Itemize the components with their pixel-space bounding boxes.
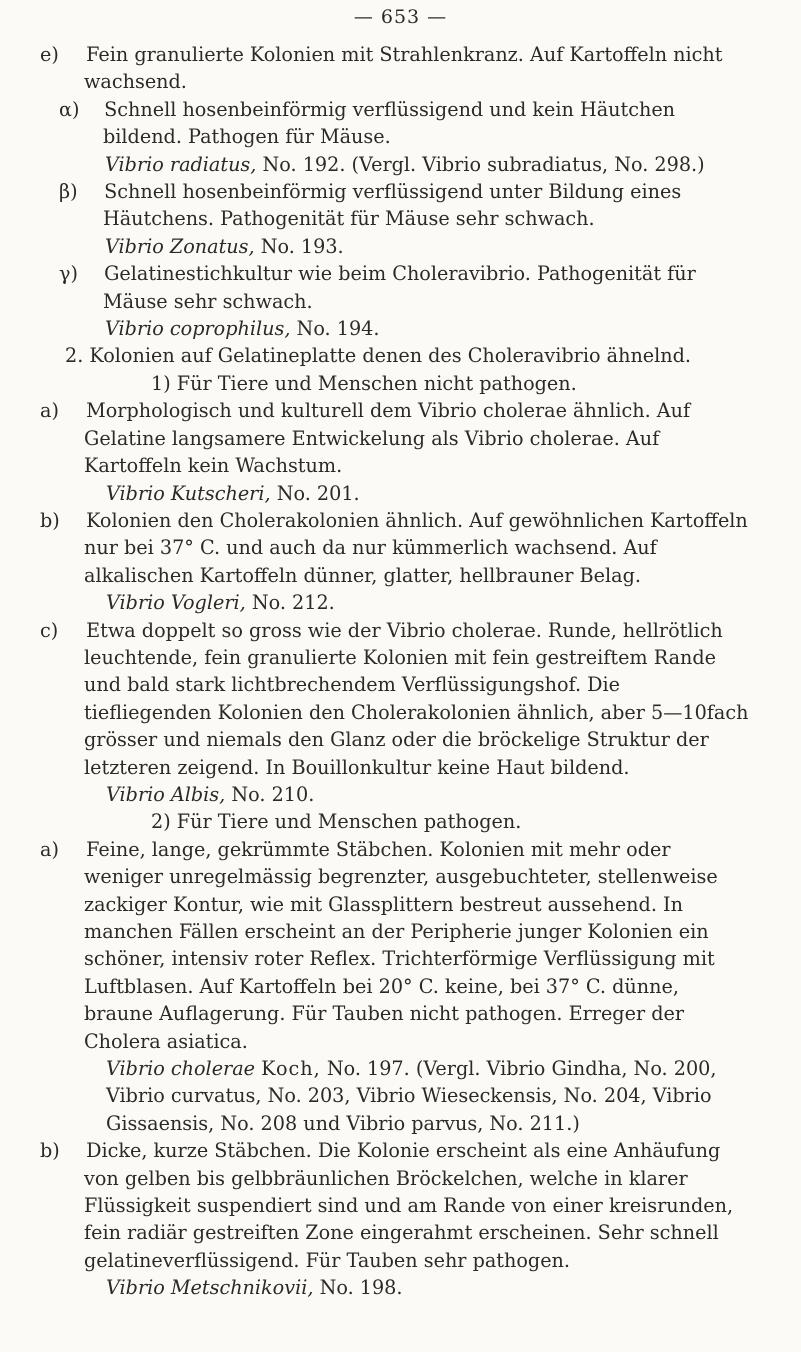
species-line [62,1055,752,1137]
species-name: Vibrio Metschnikovii, [106,1276,314,1300]
item-label: b) [40,1139,60,1163]
species-name: Vibrio radiatus, [105,152,257,176]
item-e-gamma [59,260,752,315]
item-e-beta [59,178,752,233]
species-ref: No. 193. [260,234,344,258]
item-1c [40,617,752,781]
species-line [62,1274,752,1301]
item-text: Kolonien den Cholerakolonien ähnlich. Auf gewöhnlichen Kartoffeln nur bei 37° C. und auch da nur kümmerlich wachsend. Auf alkalischen Kartoffeln dünner, glatter, hellbrauner Belag. [84,508,748,587]
item-label: α) [59,97,80,121]
species-ref: No. 198. [319,1276,403,1300]
species-line [62,480,752,507]
item-label: a) [40,837,59,861]
item-text: Schnell hosenbeinförmig verflüssigend und kein Häutchen bildend. Pathogen für Mäuse. [103,97,676,149]
species-line [62,151,752,178]
item-label: c) [40,618,59,642]
species-name: Vibrio cholerae [106,1057,256,1081]
subsection-1-heading: 1) Für Tiere und Menschen nicht pathogen. [151,371,577,395]
species-line [62,315,752,342]
item-e [40,41,752,96]
species-line [62,781,752,808]
section-label: 2. [65,344,84,368]
item-2a [40,836,752,1055]
item-1b [40,507,752,589]
species-line [62,589,752,616]
section-2-heading [62,342,752,369]
species-ref: No. 210. [231,782,315,806]
item-text: Dicke, kurze Stäbchen. Die Kolonie erscheint als eine Anhäufung von gelben bis gelbbräunlichen Bröckelchen, welche in klarer Flüssigkeit suspendiert sind und am Rande von einer kreisrunden, fein radiär gestreiften Zone eingerahmt erscheinen. Sehr schnell gelatineverflüssigend. Für Tauben sehr pathogen. [84,1139,734,1272]
item-text: Etwa doppelt so gross wie der Vibrio cholerae. Runde, hellrötlich leuchtende, fein granulierte Kolonien mit fein gestreiftem Rande und bald stark lichtbrechendem Verflüssigungshof. Die tiefliegenden Kolonien den Cholerakolonien ähnlich, aber 5—10fach grösser und niemals den Glanz oder die bröckelige Struktur der letzteren zeigend. In Bouillonkultur keine Haut bildend. [84,618,749,779]
item-label: b) [40,508,60,532]
item-1a [40,397,752,479]
item-label: a) [40,399,59,423]
species-ref: No. 194. [296,317,380,341]
item-text: Schnell hosenbeinförmig verflüssigend unter Bildung eines Häutchens. Pathogenität für Mäuse sehr schwach. [103,180,682,231]
item-text: Fein granulierte Kolonien mit Strahlenkranz. Auf Kartoffeln nicht wachsend. [84,43,723,94]
section-text: Kolonien auf Gelatineplatte denen des Choleravibrio ähnelnd. [89,344,692,368]
item-text: Feine, lange, gekrümmte Stäbchen. Kolonien mit mehr oder weniger unregelmässig begrenzter, ausgebuchteter, stellenweise zackiger Kontur, wie mit Glassplittern bestreut aussehend. In manchen Fällen erscheint an der Peripherie junger Kolonien ein schöner, intensiv roter Reflex. Trichterförmige Verflüssigung mit Luftblasen. Auf Kartoffeln bei 20° C. keine, bei 37° C. dünne, braune Auflagerung. Für Tauben nicht pathogen. Erreger der Cholera asiatica. [84,837,718,1053]
item-label: γ) [59,262,78,286]
page-body [40,41,752,1302]
species-name: Vibrio Kutscheri, [106,481,271,505]
species-name: Vibrio Albis, [106,782,226,806]
subsection-2-heading: 2) Für Tiere und Menschen pathogen. [151,810,522,834]
item-text: Gelatinestichkultur wie beim Choleravibrio. Pathogenität für Mäuse sehr schwach. [103,262,696,313]
species-ref: No. 197. (Vergl. Vibrio Gindha, No. 200, Vibrio curvatus, No. 203, Vibrio Wieseckensis, No. 204, Vibrio Gissaensis, No. 208 und Vibrio parvus, No. 211.) [106,1057,717,1135]
species-ref: No. 201. [276,481,360,505]
page-number-header: — 653 — [353,6,448,28]
species-name: Vibrio Vogleri, [106,591,246,615]
species-line [62,233,752,260]
item-text: Morphologisch und kulturell dem Vibrio cholerae ähnlich. Auf Gelatine langsamere Entwickelung als Vibrio cholerae. Auf Kartoffeln kein Wachstum. [84,399,691,478]
item-2b [40,1137,752,1274]
species-author: Koch, [261,1057,321,1081]
item-label: e) [40,43,59,66]
species-ref: No. 192. (Vergl. Vibrio subradiatus, No. 298.) [262,152,705,176]
species-ref: No. 212. [251,591,335,615]
item-e-alpha [59,96,752,151]
species-name: Vibrio coprophilus, [105,317,291,341]
species-name: Vibrio Zonatus, [105,234,255,258]
item-label: β) [59,180,78,204]
